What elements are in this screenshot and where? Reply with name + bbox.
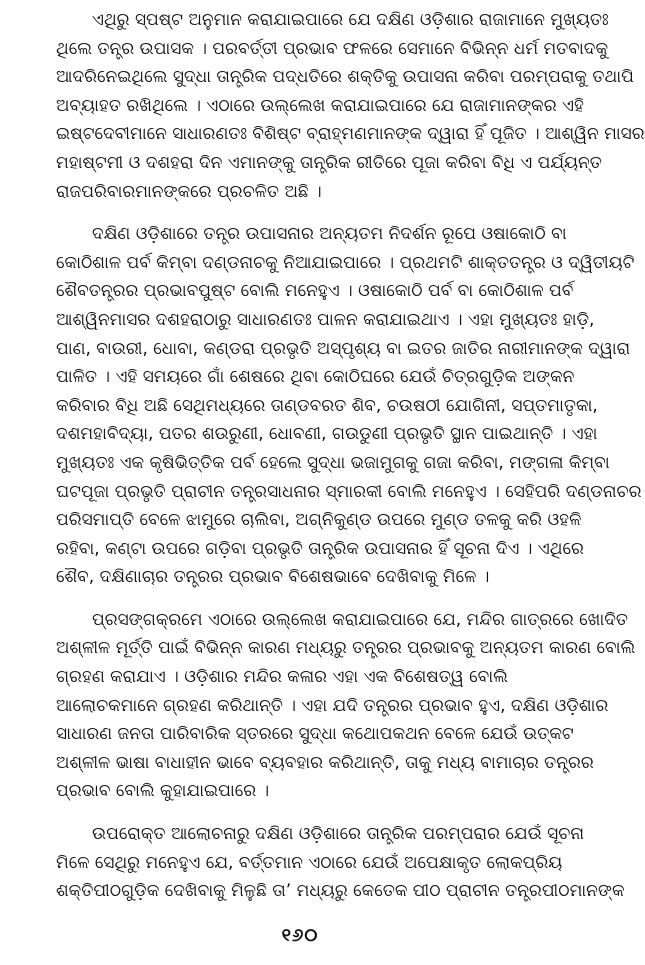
text-line: ଇଷ୍ଟଦେବୀମାନେ ସାଧାରଣତଃ ବିଶିଷ୍ଟ ବ୍ରାହ୍ମଣମାନଙ୍କ ଦ୍ୱାରା ହିଁ ପୂଜିତ । ଆଶ୍ୱିନ ମାସର bbox=[56, 124, 645, 145]
text-line: ଗ୍ରହଣ କରାଯାଏ । ଓଡ଼ିଶାର ମନ୍ଦିର କଳାର ଏହା ଏକ ବିଶେଷତ୍ୱ ବୋଲି bbox=[56, 667, 508, 688]
text-line: ମିଳେ ସେଥିରୁ ମନେହୁଏ ଯେ, ବର୍ତ୍ତମାନ ଏଠାରେ ଯେଉଁ ଅପେକ୍ଷାକୃତ ଲୋକପ୍ରିୟ bbox=[56, 852, 563, 873]
paragraph-1 bbox=[56, 6, 645, 206]
paragraph-3 bbox=[56, 606, 636, 806]
text-line: ଆଲୋଚକମାନେ ଗ୍ରହଣ କରିଥାନ୍ତି । ଏହା ଯଦି ତନ୍ତ୍ରର ପ୍ରଭାବ ହୁଏ, ଦକ୍ଷିଣ ଓଡ଼ିଶାର bbox=[56, 695, 609, 716]
text-line: ପ୍ରଭାବ ବୋଲି କୁହାଯାଇପାରେ । bbox=[56, 781, 270, 802]
text-line: ଶକ୍ତିପୀଠଗୁଡ଼ିକ ଦେଖିବାକୁ ମିଳୁଛି ତା’ ମଧ୍ୟରୁ କେତେକ ପୀଠ ପ୍ରାଚୀନ ତନ୍ତ୍ରପୀଠମାନଙ୍କ bbox=[56, 881, 625, 902]
text-line: ଅଶ୍ଳୀଳ ଭାଷା ବାଧାହୀନ ଭାବେ ବ୍ୟବହାର କରିଥାନ୍ତି, ତାକୁ ମଧ୍ୟ ବାମାଚାର ତନ୍ତ୍ରର bbox=[56, 752, 594, 773]
text-line: ପରିସମାପ୍ତି ବେଳେ ଝାମୁରେ ଚାଲିବା, ଅଗ୍ନିକୁଣ୍ଡ ଉପରେ ମୁଣ୍ଡ ତଳକୁ କରି ଓହଳି bbox=[56, 510, 582, 531]
text-line: ମୁଖ୍ୟତଃ ଏକ କୃଷିଭିତ୍ତିକ ପର୍ବ ହେଲେ ସୁଦ୍ଧା ଭଜାମୁଗକୁ ଗଜା କରିବା, ମଙ୍ଗଳା କିମ୍ବା bbox=[56, 452, 610, 473]
text-line: ପାଳିତ । ଏହି ସମୟରେ ଗାଁ ଶେଷରେ ଥିବା କୋଠିଘରେ ଯେଉଁ ଚିତ୍ରଗୁଡ଼ିକ ଅଙ୍କନ bbox=[56, 367, 575, 388]
text-line: ମହାଷ୍ଟମୀ ଓ ଦଶହରା ଦିନ ଏମାନଙ୍କୁ ତାନ୍ତ୍ରିକ ରୀତିରେ ପୂଜା କରିବା ବିଧି ଏ ପର୍ଯ୍ୟନ୍ତ bbox=[56, 152, 602, 173]
text-line: ଥିଲେ ତନ୍ତ୍ର ଉପାସକ । ପରବର୍ତ୍ତୀ ପ୍ରଭାବ ଫଳରେ ସେମାନେ ବିଭିନ୍ନ ଧର୍ମ ମତବାଦକୁ bbox=[56, 38, 609, 59]
text-line: ପ୍ରସଙ୍ଗକ୍ରମେ ଏଠାରେ ଉଲ୍ଲେଖ କରାଯାଇପାରେ ଯେ, ମନ୍ଦିର ଗାତ୍ରରେ ଖୋଦିତ bbox=[92, 609, 629, 630]
text-line: ଅଶ୍ଳୀଳ ମୂର୍ତ୍ତି ପାଇଁ ବିଭିନ୍ନ କାରଣ ମଧ୍ୟରୁ ତନ୍ତ୍ରର ପ୍ରଭାବକୁ ଅନ୍ୟତମ କାରଣ ବୋଲି bbox=[56, 638, 636, 659]
text-line: ଦଶମହାବିଦ୍ୟା, ପତର ଶଉରୁଣୀ, ଧୋବଣୀ, ଗଉଡୁଣୀ ପ୍ରଭୃତି ସ୍ଥାନ ପାଇଥାନ୍ତି । ଏହା bbox=[56, 424, 598, 445]
text-line: ରାଜପରିବାରମାନଙ୍କରେ ପ୍ରଚଳିତ ଅଛି । bbox=[56, 181, 322, 202]
text-line: ଆଦରିନେଇଥିଲେ ସୁଦ୍ଧା ତାନ୍ତ୍ରିକ ପଦ୍ଧତିରେ ଶକ୍ତିକୁ ଉପାସନା କରିବା ପରମ୍ପରାକୁ ତଥାପି bbox=[56, 67, 634, 88]
text-line: କୋଠିଶାଳ ପର୍ବ କିମ୍ବା ଦଣ୍ଡନାଚକୁ ନିଆଯାଇପାରେ । ପ୍ରଥମଟି ଶାକ୍ତତନ୍ତ୍ର ଓ ଦ୍ୱିତୀୟଟି bbox=[56, 252, 635, 273]
text-line: ଶୈବତନ୍ତ୍ରର ପ୍ରଭାବପୁଷ୍ଟ ବୋଲି ମନେହୁଏ । ଓଷାକୋଠି ପର୍ବ ବା କୋଠିଶାଳ ପର୍ବ bbox=[56, 281, 574, 302]
text-line: ଦକ୍ଷିଣ ଓଡ଼ିଶାରେ ତନ୍ତ୍ର ଉପାସନାର ଅନ୍ୟତମ ନିଦର୍ଶନ ରୂପେ ଓଷାକୋଠି ବା bbox=[92, 224, 567, 245]
text-line: ସାଧାରଣ ଜନତା ପାରିବାରିକ ସ୍ତରରେ ସୁଦ୍ଧା କଥୋପକଥନ ବେଳେ ଯେଉଁ ଉତ୍କଟ bbox=[56, 724, 574, 745]
text-line: ଶୈବ, ଦକ୍ଷିଣାଚାର ତନ୍ତ୍ରର ପ୍ରଭାବ ବିଶେଷଭାବେ ଦେଖିବାକୁ ମିଳେ । bbox=[56, 567, 490, 588]
text-line: ଉପରୋକ୍ତ ଆଲୋଚନାରୁ ଦକ୍ଷିଣ ଓଡ଼ିଶାରେ ତାନ୍ତ୍ରିକ ପରମ୍ପରାର ଯେଉଁ ସୂଚନା bbox=[92, 824, 585, 845]
paragraph-2 bbox=[56, 220, 642, 592]
text-line: ଏଥିରୁ ସ୍ପଷ୍ଟ ଅନୁମାନ କରାଯାଇପାରେ ଯେ ଦକ୍ଷିଣ ଓଡ଼ିଶାର ରାଜାମାନେ ମୁଖ୍ୟତଃ bbox=[92, 10, 609, 30]
page-number: ୧୬୦ bbox=[281, 925, 319, 946]
text-line: ଅବ୍ୟାହତ ରଖିଥିଲେ । ଏଠାରେ ଉଲ୍ଲେଖ କରାଯାଇପାରେ ଯେ ରାଜାମାନଙ୍କର ଏହି bbox=[56, 95, 584, 116]
text-line: ଘଟପୂଜା ପ୍ରଭୃତି ପ୍ରାଚୀନ ତନ୍ତ୍ରସାଧନାର ସ୍ମାରକୀ ବୋଲି ମନେହୁଏ । ସେହିପରି ଦଣ୍ଡନାଚର bbox=[56, 481, 642, 502]
text-line: ରହିବା, କଣ୍ଟା ଉପରେ ଗଡ଼ିବା ପ୍ରଭୃତି ତାନ୍ତ୍ରିକ ଉପାସନାର ହିଁ ସୂଚନା ଦିଏ । ଏଥିରେ bbox=[56, 538, 584, 559]
paragraph-4 bbox=[56, 820, 625, 906]
text-line: ପାଣ, ବାଉରୀ, ଧୋବା, କଣ୍ଡରା ପ୍ରଭୃତି ଅସ୍ପୃଶ୍ୟ ବା ଇତର ଜାତିର ନାରୀମାନଙ୍କ ଦ୍ୱାରା bbox=[56, 338, 631, 359]
document-page bbox=[56, 6, 645, 956]
text-line: ଆଶ୍ୱିନମାସର ଦଶହରାଠାରୁ ସାଧାରଣତଃ ପାଳନ କରାଯାଇଥାଏ । ଏହା ମୁଖ୍ୟତଃ ହାଡ଼ି, bbox=[56, 309, 595, 330]
text-line: କରିବାର ବିଧି ଅଛି ସେଥିମଧ୍ୟରେ ତାଣ୍ଡବରତ ଶିବ, ଚଉଷଠୀ ଯୋଗିନୀ, ସପ୍ତମାତୃକା, bbox=[56, 395, 598, 416]
